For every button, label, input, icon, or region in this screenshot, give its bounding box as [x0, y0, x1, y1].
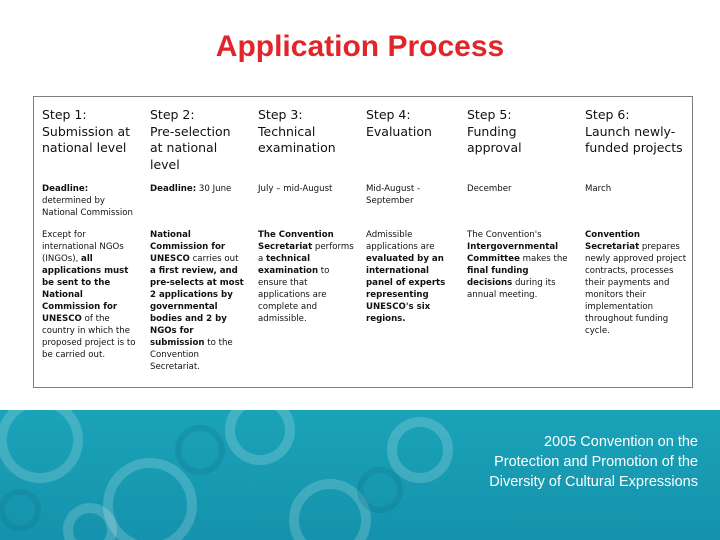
desc-bold: all applications must be sent to the National Commission for UNESCO [42, 254, 129, 324]
desc-text: Except for international NGOs (INGOs), [42, 230, 124, 264]
desc-bold: final funding decisions [467, 266, 529, 288]
desc-text: of the country in which the proposed project is to be carried out. [42, 314, 136, 360]
step-number: Step 2: [150, 107, 195, 122]
desc-text: makes the [519, 254, 568, 264]
step-4-description [358, 229, 459, 373]
desc-text: to the Convention Secretariat. [150, 338, 233, 372]
step-2-deadline [142, 183, 250, 229]
step-4-header [358, 97, 459, 183]
footer-line: Protection and Promotion of the [494, 454, 698, 470]
desc-text: during its annual meeting. [467, 278, 556, 300]
desc-bold: The Convention Secretariat [258, 230, 334, 252]
step-number: Step 4: [366, 107, 411, 122]
desc-bold: National Commission for UNESCO [150, 230, 226, 264]
step-number: Step 6: [585, 107, 630, 122]
convention-name [489, 432, 698, 492]
step-5-description [459, 229, 577, 373]
step-2-description [142, 229, 250, 373]
desc-bold: technical examination [258, 254, 319, 276]
desc-text: carries out [189, 254, 239, 264]
step-3-description [250, 229, 358, 373]
step-3-header [250, 97, 358, 183]
step-name: Pre-selection at national level [150, 123, 231, 172]
step-3-deadline [250, 183, 358, 229]
step-6-deadline [577, 183, 694, 229]
deadline-value: Mid-August - September [366, 184, 421, 206]
step-name: Technical examination [258, 123, 336, 155]
deadline-value: July – mid-August [258, 184, 333, 194]
step-6-description [577, 229, 694, 373]
step-1-description [34, 229, 142, 373]
footer-line: Diversity of Cultural Expressions [489, 474, 698, 490]
desc-bold: Convention Secretariat [585, 230, 640, 252]
step-1-deadline [34, 183, 142, 229]
page-title: Application Process [215, 30, 505, 63]
step-name: Launch newly-funded projects [585, 123, 683, 155]
step-name: Funding approval [467, 123, 522, 155]
descriptions-row [34, 229, 694, 373]
step-number: Step 1: [42, 107, 87, 122]
step-6-header [577, 97, 694, 183]
desc-text: The Convention's [467, 230, 542, 240]
deadline-label: Deadline: [42, 184, 89, 194]
step-2-header [142, 97, 250, 183]
deadline-value: March [585, 184, 612, 194]
deadline-label: Deadline: [150, 184, 197, 194]
step-1-header [34, 97, 142, 183]
footer-banner [0, 410, 720, 540]
deadline-value: 30 June [198, 184, 232, 194]
process-table [33, 96, 693, 388]
step-5-deadline [459, 183, 577, 229]
desc-bold: a first review, and pre-selects at most 2 applications by governmental bodies and 2 by NGOs for submission [150, 266, 244, 348]
desc-bold: Intergovernmental Committee [467, 242, 559, 264]
desc-bold: evaluated by an international panel of experts representing UNESCO's six regions. [366, 254, 446, 324]
step-number: Step 5: [467, 107, 512, 122]
desc-text: prepares newly approved project contracts, processes their payments and monitors their implementation throughout funding cycle. [585, 242, 687, 336]
desc-text: Admissible applications are [366, 230, 435, 252]
step-4-deadline [358, 183, 459, 229]
step-number: Step 3: [258, 107, 303, 122]
step-name: Evaluation [366, 123, 432, 139]
deadline-value: determined by National Commission [42, 196, 133, 218]
step-5-header [459, 97, 577, 183]
deadlines-row [34, 183, 694, 229]
footer-line: 2005 Convention on the [544, 434, 698, 450]
deadline-value: December [467, 184, 512, 194]
step-name: Submission at national level [42, 123, 131, 155]
desc-text: to ensure that applications are complete and admissible. [258, 266, 330, 324]
steps-row [34, 97, 694, 183]
desc-text: performs a [258, 242, 354, 264]
